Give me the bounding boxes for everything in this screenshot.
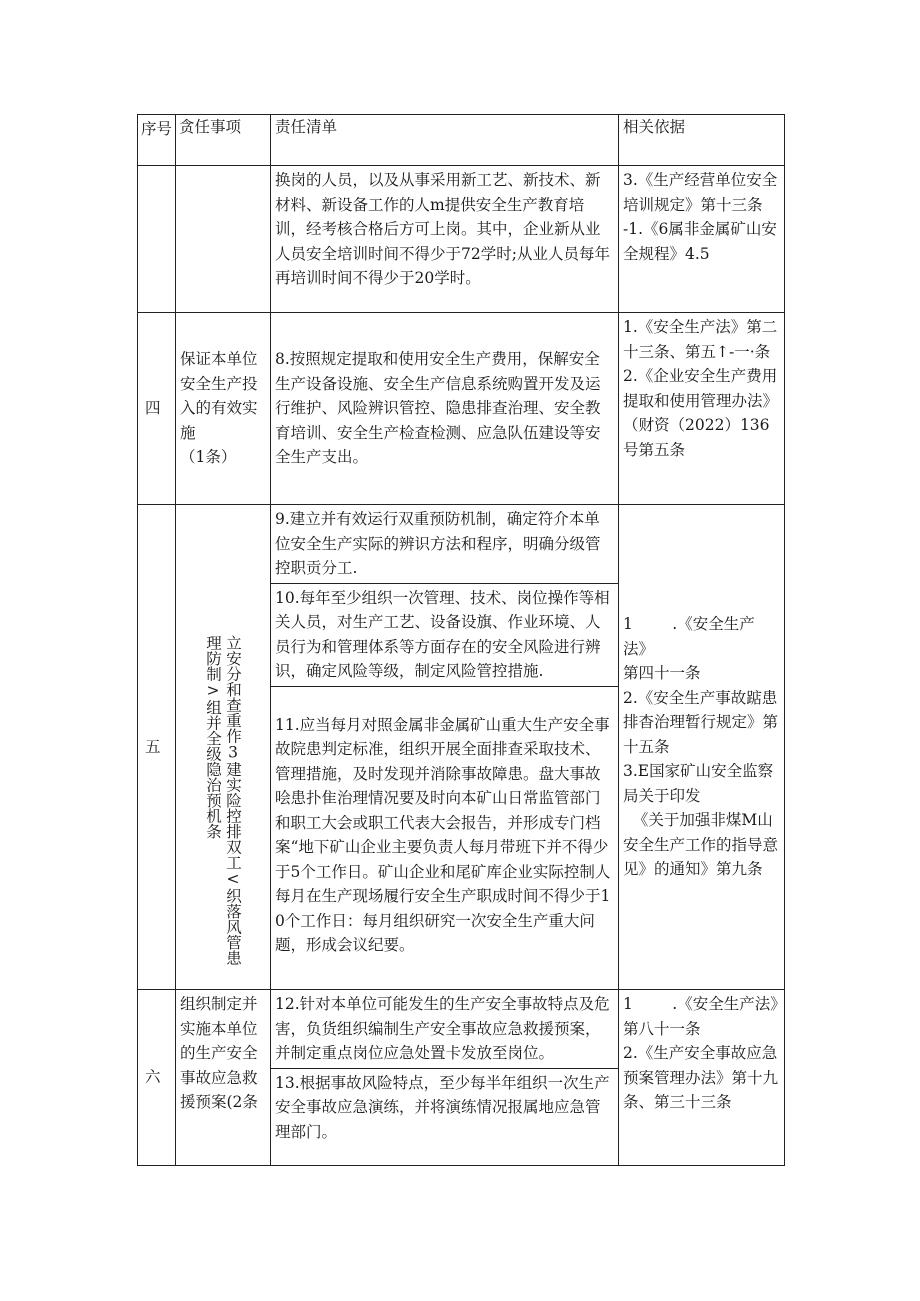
row-basis: 1 .《安全生产法》第八十一条 2.《生产安全事故应急预案管理办法》第十九条、第三十三条 [619,990,785,1166]
row-item: 保证本单位安全生产投入的有效实施 （1条） [176,313,271,505]
resp-sub-12: 12.针对本单位可能发生的生产安全事故特点及危害，负货组织编制生产安全事故应急救援预案，并制定重点岗位应急处置卡发放至岗位。 [271,990,618,1069]
row-resp: 8.按照规定提取和使用安全生产费用，保解安全生产设备设施、安全生产信息系统购置开发及运行维护、风险辨识管控、隐患排查治理、安全教育培训、安全生产检查检测、应急队伍建设等安全生产支出。 [271,313,619,505]
resp-sub-13: 13.根据事故风险特点，至少每半年组织一次生产安全事故应急演练，并将演练情况报属地应急管理部门。 [275,1073,610,1141]
header-no: 序号 [138,115,176,166]
header-basis: 相关依据 [619,115,785,166]
row-basis: 1.《安全生产法》第二十三条、第五↑-一·条 2.《企业安全生产费用提取和使用管理办法》（财资（2022）136号第五条 [619,313,785,505]
row-resp [271,990,619,1166]
row-no: 四 [138,313,176,505]
row-item: 组织制定并实施本单位的生产安全事故应急救援预案(2条 [176,990,271,1166]
row-no: 六 [138,990,176,1166]
responsibility-table [137,114,785,1166]
row-no [138,166,176,313]
vertical-item-text: 立安分和查重作3建实险控排双工<织落风管患理防制>组并全级隐治预机条 [204,635,242,966]
resp-sub-11: 11.应当每月对照金属非金属矿山重大生产安全事故院患判定标准，组织开展全面排查采取技术、管理措施，及时发现并消除事故障患。盘大事故哙患扑隹治理情况要及时向本矿山日常监管部门和职工大会或职工代表大会报告，并形成专门档案“地下矿山企业主要负责人每月带班下并不得少于5个工作日。矿山企业和尾矿库企业实际控制人每月在生产现场履行安全生产职成时间不得少于10个工作日：每月组织研究一次安全生产重大问题，形成会议纪要。 [275,715,611,954]
row-item [176,505,271,990]
header-resp: 责任清单 [271,115,619,166]
row-item [176,166,271,313]
row-basis: 1 .《安全生产法》 第四十一条 2.《安全生产事故踮患排杳治理暂行规定》第十五条 3.E国家矿山安全监察局关于印发 《关于加强非煤M山安全生产工作的指导意见》的通知》第九条 [619,505,785,990]
row-resp [271,505,619,990]
table-row [138,313,785,505]
table-row [138,990,785,1166]
resp-sub-10: 10.每年至少组织一次管理、技术、岗位操作等相关人员，对生产工艺、设备设旗、作业环境、人员行为和管理体系等方面存在的安全风险进行辨识，确定风险等级，制定风险管控措施. [271,584,618,687]
table-row [138,505,785,990]
row-no: 五 [138,505,176,990]
header-item: 贪任事项 [176,115,271,166]
table-row [138,166,785,313]
row-resp: 换岗的人员，以及从事采用新工艺、新技术、新材料、新设备工作的人m提供安全生产教育培训，经考核合格后方可上岗。其中，企业新从业人员安全培训时间不得少于72学时;从业人员每年再培训时间不得少于20学时。 [271,166,619,313]
resp-sub-9: 9.建立并有效运行双重预防机制，确定符介本单位安全生产实际的辨识方法和程序，明确分级管控职贡分工. [271,505,618,584]
row-basis: 3.《生产经营单位安全培训规定》第十三条 -1.《6属非金属矿山安全规程》4.5 [619,166,785,313]
table-header-row [138,115,785,166]
